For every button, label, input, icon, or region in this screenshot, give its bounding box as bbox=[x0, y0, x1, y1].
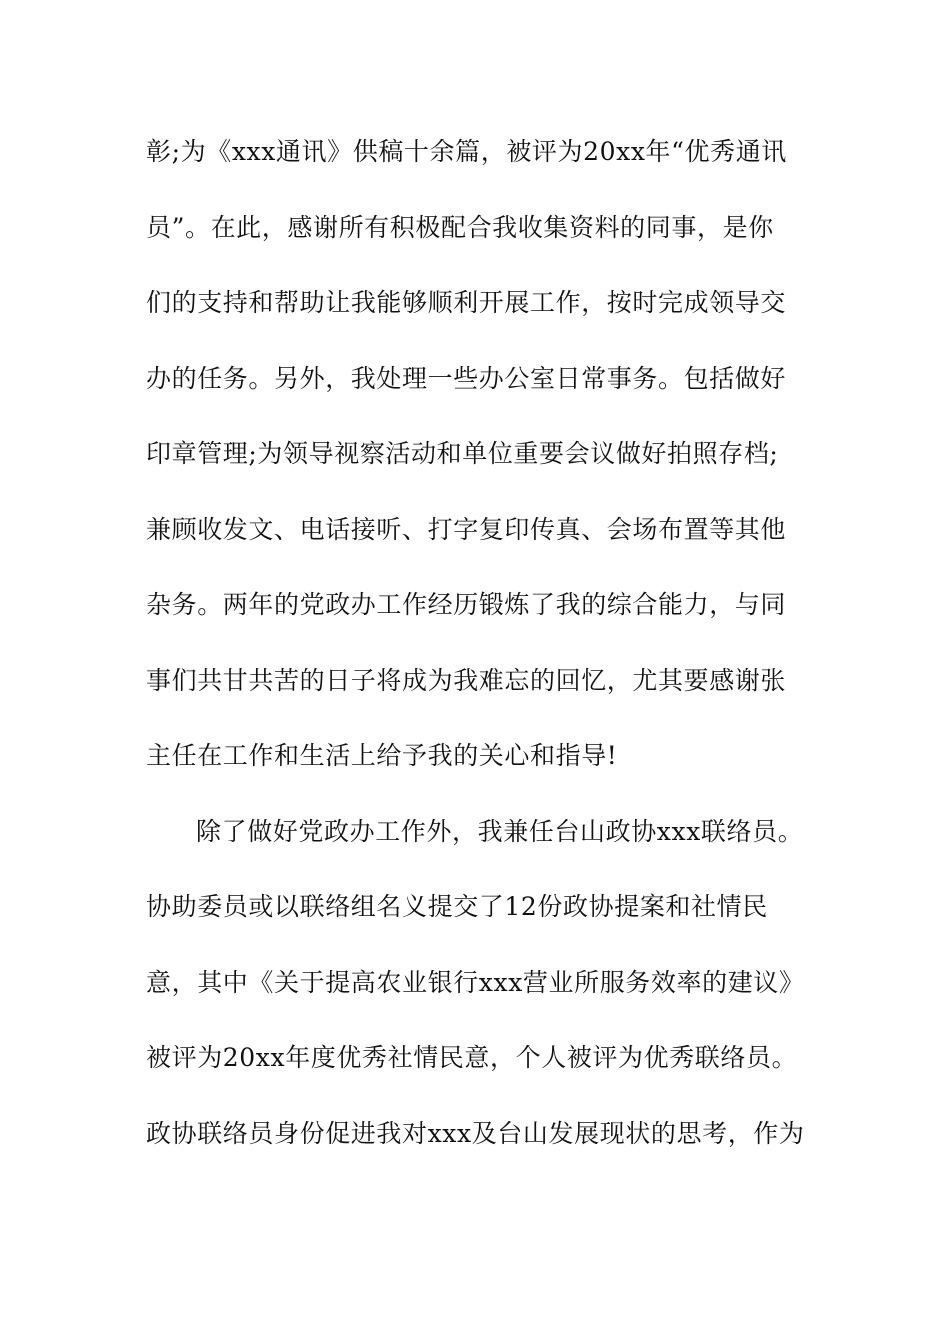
text-line-8: 事们共甘共苦的日子将成为我难忘的回忆，尤其要感谢张 bbox=[146, 665, 787, 695]
text-line-5: 印章管理;为领导视察活动和单位重要会议做好拍照存档; bbox=[146, 439, 779, 468]
body-text bbox=[146, 129, 816, 1186]
text-line-9: 主任在工作和生活上给予我的关心和指导! bbox=[146, 741, 618, 770]
text-line-11: 协助委员或以联络组名义提交了12份政协提案和社情民 bbox=[146, 892, 768, 921]
paragraph-start-line: 除了做好党政办工作外，我兼任台山政协xxx联络员。 bbox=[196, 816, 804, 846]
text-line-3: 们的支持和帮助让我能够顺利开展工作，按时完成领导交 bbox=[146, 288, 787, 317]
text-line-7: 杂务。两年的党政办工作经历锻炼了我的综合能力，与同 bbox=[146, 590, 787, 619]
text-line-12: 意，其中《关于提高农业银行xxx营业所服务效率的建议》 bbox=[146, 967, 805, 997]
text-line-1: 彰;为《xxx通讯》供稿十余篇，被评为20xx年“优秀通讯 bbox=[146, 137, 787, 166]
text-line-14: 政协联络员身份促进我对xxx及台山发展现状的思考，作为 bbox=[146, 1118, 805, 1148]
text-line-4: 办的任务。另外，我处理一些办公室日常事务。包括做好 bbox=[146, 363, 787, 393]
text-line-6: 兼顾收发文、电话接听、打字复印传真、会场布置等其他 bbox=[146, 514, 787, 544]
text-line-2: 员”。在此，感谢所有积极配合我收集资料的同事，是你 bbox=[146, 212, 774, 242]
text-line-13: 被评为20xx年度优秀社情民意，个人被评为优秀联络员。 bbox=[146, 1043, 798, 1072]
